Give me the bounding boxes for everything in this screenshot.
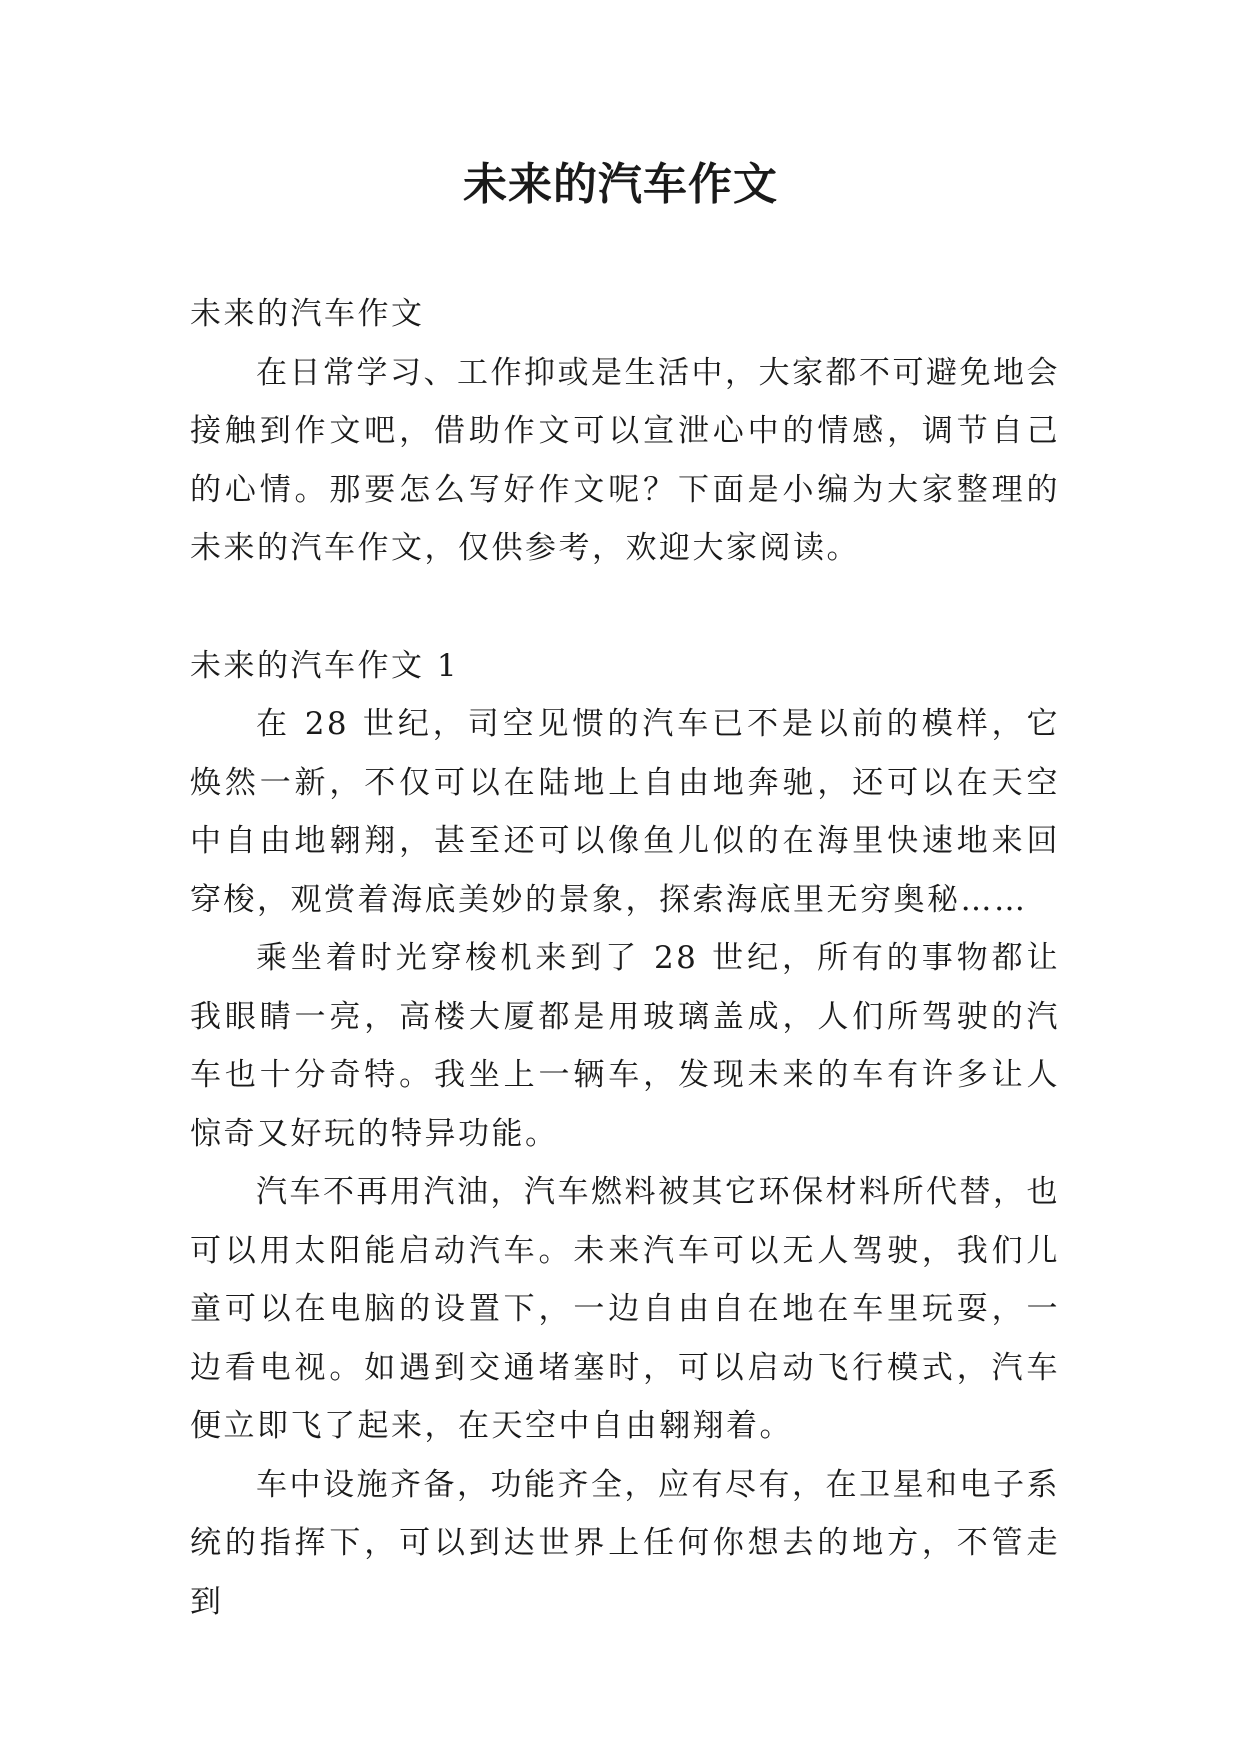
document-title: 未来的汽车作文 [463, 159, 778, 210]
intro-heading: 未来的汽车作文 [190, 296, 425, 332]
section-spacer [190, 578, 1060, 637]
essay1-paragraph: 在 28 世纪，司空见惯的汽车已不是以前的模样，它焕然一新，不仅可以在陆地上自由地奔驰，还可以在天空中自由地翱翔，甚至还可以像鱼儿似的在海里快速地来回穿梭，观赏着海底美妙的景象，探索海底里无穷奥秘…… [190, 706, 1060, 918]
essay1-paragraph: 乘坐着时光穿梭机来到了 28 世纪，所有的事物都让我眼睛一亮，高楼大厦都是用玻璃盖成，人们所驾驶的汽车也十分奇特。我坐上一辆车，发现未来的车有许多让人惊奇又好玩的特异功能。 [190, 940, 1060, 1152]
essay1-paragraph: 汽车不再用汽油，汽车燃料被其它环保材料所代替，也可以用太阳能启动汽车。未来汽车可以无人驾驶，我们儿童可以在电脑的设置下，一边自由自在地在车里玩耍，一边看电视。如遇到交通堵塞时，可以启动飞行模式，汽车便立即飞了起来，在天空中自由翱翔着。 [190, 1174, 1060, 1444]
essay1-heading: 未来的汽车作文 1 [190, 647, 460, 684]
essay1-paragraph: 车中设施齐备，功能齐全，应有尽有，在卫星和电子系统的指挥下，可以到达世界上任何你想去的地方，不管走到 [190, 1466, 1060, 1620]
document-body [190, 285, 1060, 1631]
intro-paragraph: 在日常学习、工作抑或是生活中，大家都不可避免地会接触到作文吧，借助作文可以宣泄心中的情感，调节自己的心情。那要怎么写好作文呢？下面是小编为大家整理的未来的汽车作文，仅供参考，欢迎大家阅读。 [190, 354, 1060, 566]
